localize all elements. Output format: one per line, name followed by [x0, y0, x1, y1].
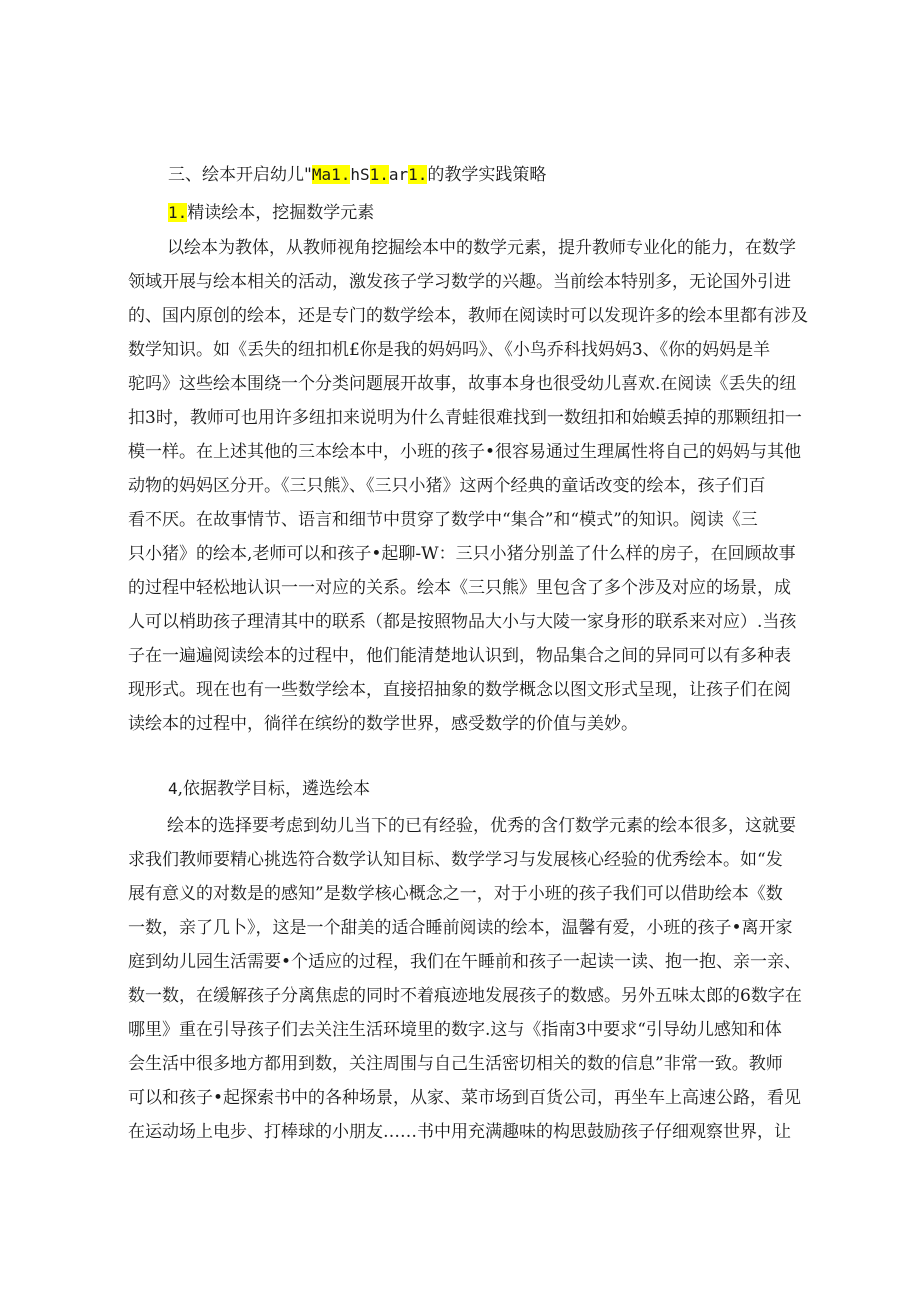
paragraph-line: 子在一遍遍阅读绘本的过程中，他们能清楚地认识到，物品集合之间的异同可以有多种表: [128, 646, 791, 666]
paragraph-line: 可以和孩子•起探索书中的各种场景，从家、菜市场到百货公司，再坐车上高速公路，看见: [128, 1088, 802, 1108]
subheading-number: 4: [168, 779, 178, 798]
paragraph-line: 读绘本的过程中，徜徉在缤纷的数学世界，感受数学的价值与美妙。: [128, 714, 638, 734]
paragraph-line: 驼吗》这些绘本围绕一个分类问题展开故事，故事本身也很受幼儿喜欢.在阅读《丢失的纽: [128, 374, 797, 394]
section-heading: [168, 160, 546, 190]
subheading-title: 精读绘本，挖掘数学元素: [187, 203, 375, 223]
subheading-2: [168, 774, 370, 804]
paragraph-line: 展有意义的对数是的感知”是数学核心概念之一，对于小班的孩子我们可以借助绘本《数: [128, 884, 783, 904]
paragraph-line: 动物的妈妈区分开。《三只熊》、《三只小猪》这两个经典的童话改变的绘本，孩子们百: [128, 476, 766, 496]
highlighted-text: 1.: [408, 165, 428, 184]
paragraph-line: 会生活中很多地方都用到数，关注周围与自己生活密切相关的数的信息”非常一致。教师: [128, 1054, 783, 1074]
paragraph-line: 模一样。在上述其他的三本绘本中，小班的孩子•很容易通过生理属性将自己的妈妈与其他: [128, 442, 802, 462]
paragraph-line: 在运动场上电步、打棒球的小朋友……书中用充满趣味的构思鼓励孩子仔细观察世界，让: [128, 1122, 791, 1142]
section-heading-prefix: 三、绘本开启幼儿": [168, 165, 312, 185]
paragraph-line: 现形式。现在也有一些数学绘本，直接招抽象的数学概念以图文形式呈现，让孩子们在阅: [128, 680, 791, 700]
highlighted-text: 1.: [369, 165, 389, 184]
paragraph-line: 扣3时，教师可也用许多纽扣来说明为什么青蛙很难找到一数纽扣和始蟆丢掉的那颗纽扣一: [128, 408, 802, 428]
paragraph-line: 求我们教师要精心挑选符合数学认知目标、数学学习与发展核心经验的优秀绘本。如“发: [128, 850, 783, 870]
paragraph-line: 看不厌。在故事情节、语言和细节中贯穿了数学中“集合”和“模式”的知识。阅读《三: [128, 510, 758, 530]
subheading-1: [168, 198, 374, 228]
paragraph-line: 的过程中轻松地认识一一对应的关系。绘本《三只熊》里包含了多个涉及对应的场景，成: [128, 578, 791, 598]
paragraph-line: 只小猪》的绘本,老师可以和孩子•起聊-W：三只小猪分别盖了什么样的房子，在回顾故事: [128, 544, 796, 564]
paragraph-line: 数一数，在缓解孩子分离焦虑的同时不着痕迹地发展孩子的数感。另外五味太郎的6数字在: [128, 986, 802, 1006]
section-heading-middle: ar: [388, 165, 409, 184]
subheading-title: ,依据教学目标，遴选绘本: [177, 779, 371, 799]
paragraph-line: 的、国内原创的绘本，还是专门的数学绘本，教师在阅读时可以发现许多的绘本里都有涉及: [128, 306, 808, 326]
paragraph-line: 领域开展与绘本相关的活动，激发孩子学习数学的兴趣。当前绘本特别多，无论国外引进: [128, 272, 791, 292]
highlighted-text: Ma1.: [311, 165, 351, 184]
paragraph-line: 一数，亲了几卜》，这是一个甜美的适合睡前阅读的绘本，温馨有爱，小班的孩子•离开家: [128, 918, 793, 938]
section-heading-middle: hS: [350, 165, 370, 184]
paragraph-line: 绘本的选择要考虑到幼儿当下的已有经验，优秀的含仃数学元素的绘本很多，这就要: [167, 816, 796, 836]
paragraph-line: 以绘本为教体，从教师视角挖掘绘本中的数学元素，提升教师专业化的能力，在数学: [167, 238, 796, 258]
section-heading-suffix: 的教学实践策略: [427, 165, 547, 185]
paragraph-line: 人可以梢助孩子理清其中的联系（都是按照物品大小与大陵一家身形的联系来对应）.当孩: [128, 612, 797, 632]
paragraph-line: 数学知识。如《丢失的纽扣机£你是我的妈妈吗》、《小鸟乔科找妈妈3、《你的妈妈是羊: [128, 340, 771, 360]
paragraph-line: 哪里》重在引导孩子们去关注生活环境里的数字.这与《指南3中要求“引导幼儿感知和体: [128, 1020, 782, 1040]
subheading-number-highlighted: 1.: [168, 203, 188, 222]
paragraph-line: 庭到幼儿园生活需要•个适应的过程，我们在午睡前和孩子一起读一读、抱一抱、亲一亲、: [128, 952, 802, 972]
